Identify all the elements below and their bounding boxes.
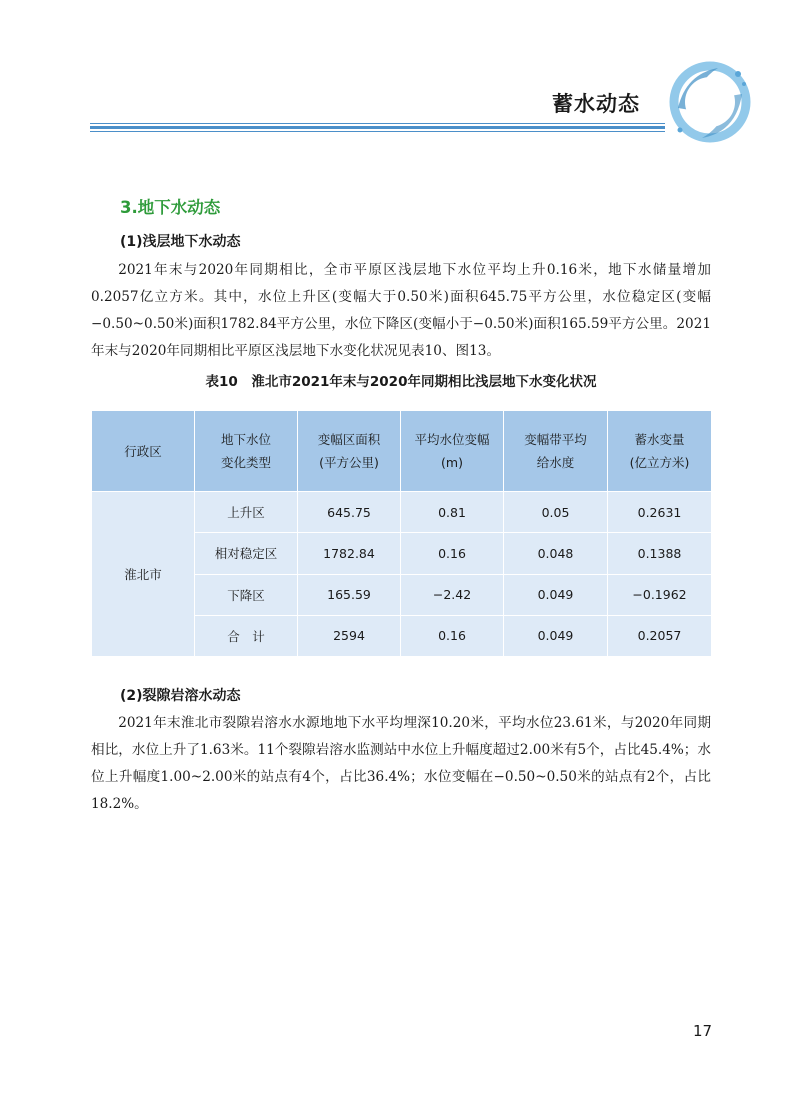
karst-water-paragraph: 2021年末淮北市裂隙岩溶水水源地地下水平均埋深10.20米，平均水位23.61米，与2020年同期相比，水位上升了1.63米。11个裂隙岩溶水监测站中水位上升幅度超过2.00米有5个，占比45.4%；水位上升幅度1.00~2.00米的站点有4个，占比36.4%；水位变幅在−0.50~0.50米的站点有2个，占比18.2%。: [91, 715, 711, 812]
table-cell: 合 计: [195, 615, 298, 656]
column-header: 行政区: [92, 411, 195, 492]
page-number: 17: [693, 1022, 713, 1040]
table-cell: 下降区: [195, 574, 298, 615]
chapter-title: 蓄水动态: [552, 92, 640, 116]
column-header: 变幅带平均 给水度: [504, 411, 608, 492]
table-cell: 2594: [298, 615, 401, 656]
table-row: [92, 492, 712, 533]
shallow-groundwater-paragraph: 2021年末与2020年同期相比，全市平原区浅层地下水位平均上升0.16米，地下水储量增加0.2057亿立方米。其中，水位上升区(变幅大于0.50米)面积645.75平方公里，水位稳定区(变幅−0.50~0.50米)面积1782.84平方公里，水位下降区(变幅小于−0.50米)面积165.59平方公里。2021年末与2020年同期相比平原区浅层地下水变化状况见表10、图13。: [91, 262, 711, 359]
table-cell: 1782.84: [298, 533, 401, 574]
table-cell: 相对稳定区: [195, 533, 298, 574]
table-cell: 上升区: [195, 492, 298, 533]
section-title: 3.地下水动态: [120, 198, 221, 217]
table-cell: 165.59: [298, 574, 401, 615]
water-splash-icon: [668, 60, 752, 144]
table-caption: 表10 淮北市2021年末与2020年同期相比浅层地下水变化状况: [205, 374, 597, 390]
table-cell: 645.75: [298, 492, 401, 533]
table-cell: 0.049: [504, 615, 608, 656]
header-rule-bottom: [90, 131, 665, 132]
table-cell: 0.048: [504, 533, 608, 574]
table-cell: 0.2631: [608, 492, 712, 533]
table-cell: 0.2057: [608, 615, 712, 656]
table-cell: 0.049: [504, 574, 608, 615]
column-header: 蓄水变量 (亿立方米): [608, 411, 712, 492]
table-header-row: [92, 411, 712, 492]
table-cell: 0.05: [504, 492, 608, 533]
groundwater-change-table: [91, 411, 712, 657]
column-header: 地下水位 变化类型: [195, 411, 298, 492]
table-cell: −2.42: [401, 574, 504, 615]
shallow-groundwater-title: (1)浅层地下水动态: [120, 234, 241, 250]
table-cell: 0.16: [401, 533, 504, 574]
table-cell: 0.1388: [608, 533, 712, 574]
table-cell: −0.1962: [608, 574, 712, 615]
region-cell: 淮北市: [92, 492, 195, 657]
table-cell: 0.81: [401, 492, 504, 533]
karst-water-title: (2)裂隙岩溶水动态: [120, 688, 241, 704]
column-header: 平均水位变幅 (m): [401, 411, 504, 492]
header-rule-main: [90, 126, 665, 129]
table-cell: 0.16: [401, 615, 504, 656]
column-header: 变幅区面积 (平方公里): [298, 411, 401, 492]
header-rule-top: [90, 123, 665, 124]
